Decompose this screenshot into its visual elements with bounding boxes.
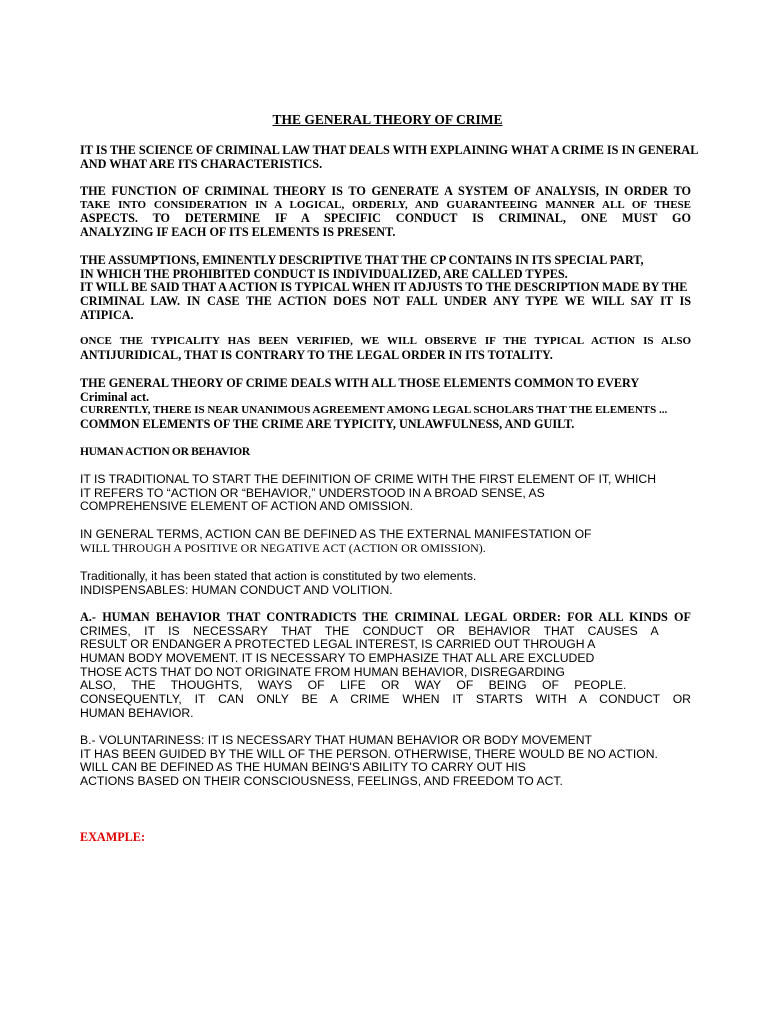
text-line: AND WHAT ARE ITS CHARACTERISTICS.: [80, 156, 323, 171]
example-section: [80, 831, 691, 845]
text-line: WILL CAN BE DEFINED AS THE HUMAN BEING'S ABILITY TO CARRY OUT HIS: [80, 760, 526, 775]
text-line: IT REFERS TO “ACTION OR “BEHAVIOR,” UNDERSTOOD IN A BROAD SENSE, AS: [80, 485, 545, 500]
text-line: IT HAS BEEN GUIDED BY THE WILL OF THE PERSON. OTHERWISE, THERE WOULD BE NO ACTION.: [80, 746, 658, 761]
text-line: RESULT OR ENDANGER A PROTECTED LEGAL INTEREST, IS CARRIED OUT THROUGH A: [80, 637, 596, 652]
text-line: HUMAN BODY MOVEMENT. IT IS NECESSARY TO EMPHASIZE THAT ALL ARE EXCLUDED: [80, 651, 595, 666]
text-line: CONSEQUENTLY, IT CAN ONLY BE A CRIME WHEN IT STARTS WITH A CONDUCT OR: [80, 692, 691, 707]
document-title: THE GENERAL THEORY OF CRIME: [272, 112, 503, 127]
paragraph-general-terms: [80, 528, 691, 555]
paragraph-typicality: [80, 335, 691, 362]
text-line: Criminal act.: [80, 389, 150, 404]
paragraph-voluntariness: [80, 734, 691, 789]
text-line: ATIPICA.: [80, 307, 134, 322]
text-line: INDISPENSABLES: HUMAN CONDUCT AND VOLITION.: [80, 582, 393, 597]
text-line: IN GENERAL TERMS, ACTION CAN BE DEFINED AS THE EXTERNAL MANIFESTATION OF: [80, 527, 592, 541]
text-line: CRIMINAL LAW. IN CASE THE ACTION DOES NOT FALL UNDER ANY TYPE WE WILL SAY IT IS: [80, 294, 691, 309]
paragraph-general-theory: [80, 377, 691, 432]
text-line: ALSO, THE THOUGHTS, WAYS OF LIFE OR WAY OF BEING OF PEOPLE.: [80, 678, 627, 693]
paragraph-human-behavior: [80, 611, 691, 721]
text-line-lead: A.- HUMAN BEHAVIOR THAT CONTRADICTS THE CRIMINAL LEGAL ORDER: FOR ALL KINDS OF: [80, 610, 691, 624]
paragraph-elements: [80, 570, 691, 597]
text-line: WILL THROUGH A POSITIVE OR NEGATIVE ACT (ACTION OR OMISSION).: [80, 540, 486, 555]
text-line: IN WHICH THE PROHIBITED CONDUCT IS INDIVIDUALIZED, ARE CALLED TYPES.: [80, 266, 568, 281]
paragraph-assumptions: [80, 254, 691, 322]
text-line: ASPECTS. TO DETERMINE IF A SPECIFIC CONDUCT IS CRIMINAL, ONE MUST GO: [80, 211, 691, 226]
text-line: COMMON ELEMENTS OF THE CRIME ARE TYPICITY, UNLAWFULNESS, AND GUILT.: [80, 417, 575, 432]
text-line: THE FUNCTION OF CRIMINAL THEORY IS TO GENERATE A SYSTEM OF ANALYSIS, IN ORDER TO: [80, 184, 691, 198]
paragraph-definition: [80, 143, 699, 171]
text-line: TAKE INTO CONSIDERATION IN A LOGICAL, ORDERLY, AND GUARANTEEING MANNER ALL OF THESE: [80, 198, 691, 211]
text-line: HUMAN BEHAVIOR.: [80, 705, 194, 720]
text-line: B.- VOLUNTARINESS: IT IS NECESSARY THAT HUMAN BEHAVIOR OR BODY MOVEMENT: [80, 733, 592, 747]
text-line: ACTIONS BASED ON THEIR CONSCIOUSNESS, FEELINGS, AND FREEDOM TO ACT.: [80, 774, 563, 789]
example-label: EXAMPLE:: [80, 830, 145, 844]
section-heading: [80, 446, 691, 460]
text-line: THOSE ACTS THAT DO NOT ORIGINATE FROM HUMAN BEHAVIOR, DISREGARDING: [80, 664, 565, 679]
text-line: IT IS TRADITIONAL TO START THE DEFINITION OF CRIME WITH THE FIRST ELEMENT OF IT, WHICH: [80, 472, 657, 486]
text-line: THE GENERAL THEORY OF CRIME DEALS WITH ALL THOSE ELEMENTS COMMON TO EVERY: [80, 376, 640, 390]
text-line: COMPREHENSIVE ELEMENT OF ACTION AND OMISSION.: [80, 499, 413, 514]
text-line: CRIMES, IT IS NECESSARY THAT THE CONDUCT OR BEHAVIOR THAT CAUSES A: [80, 623, 659, 638]
text-line: IT IS THE SCIENCE OF CRIMINAL LAW THAT DEALS WITH EXPLAINING WHAT A CRIME IS IN GENERAL: [80, 143, 699, 157]
text-line: ANALYZING IF EACH OF ITS ELEMENTS IS PRESENT.: [80, 225, 396, 240]
text-line: ANTIJURIDICAL, THAT IS CONTRARY TO THE LEGAL ORDER IN ITS TOTALITY.: [80, 347, 553, 362]
text-line: ONCE THE TYPICALITY HAS BEEN VERIFIED, WE WILL OBSERVE IF THE TYPICAL ACTION IS ALSO: [80, 335, 691, 347]
paragraph-function: [80, 185, 691, 240]
heading-human-action: HUMAN ACTION OR BEHAVIOR: [80, 446, 250, 458]
text-line: CURRENTLY, THERE IS NEAR UNANIMOUS AGREEMENT AMONG LEGAL SCHOLARS THAT THE ELEMENTS ...: [80, 404, 668, 417]
text-line: Traditionally, it has been stated that action is constituted by two elements.: [80, 569, 477, 583]
text-line: IT WILL BE SAID THAT A ACTION IS TYPICAL WHEN IT ADJUSTS TO THE DESCRIPTION MADE BY THE: [80, 280, 688, 295]
text-line: THE ASSUMPTIONS, EMINENTLY DESCRIPTIVE THAT THE CP CONTAINS IN ITS SPECIAL PART,: [80, 253, 644, 267]
paragraph-traditional: [80, 473, 691, 514]
